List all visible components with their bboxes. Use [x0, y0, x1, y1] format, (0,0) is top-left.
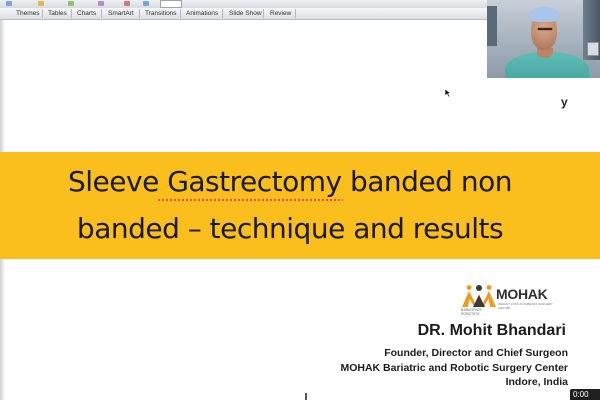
menu-separator	[295, 9, 296, 18]
logo-wordmark: MOHAK	[496, 286, 548, 302]
menu-separator	[101, 9, 102, 18]
menu-review[interactable]: Review	[270, 10, 292, 17]
menu-themes[interactable]: Themes	[16, 10, 40, 17]
spellcheck-underline	[157, 199, 343, 202]
webcam-background	[487, 6, 497, 46]
ribbon-search-box[interactable]	[160, 0, 182, 8]
logo-subtext-right: WEIGHT LOSS & DIABETES SURGERY CENTER	[498, 302, 553, 310]
ribbon-icon-6[interactable]	[143, 1, 149, 6]
menu-separator	[71, 9, 72, 18]
webcam-video[interactable]	[487, 0, 600, 78]
menu-separator	[180, 9, 181, 18]
mohak-logo	[458, 279, 578, 321]
mouse-cursor-icon	[444, 88, 454, 98]
ribbon-icon-3[interactable]	[68, 1, 74, 6]
menu-tables[interactable]: Tables	[48, 10, 67, 17]
author-role: Founder, Director and Chief Surgeon	[384, 347, 568, 359]
author-location: Indore, India	[505, 376, 568, 388]
player-progress-tick[interactable]	[305, 393, 307, 400]
ribbon-icon-1[interactable]	[6, 1, 12, 6]
author-name: DR. Mohit Bhandari	[417, 322, 566, 339]
slide-title-line-2: banded – technique and results	[76, 212, 504, 245]
slide-stray-text: y	[561, 95, 568, 109]
author-center: MOHAK Bariatric and Robotic Surgery Center	[340, 362, 568, 374]
menu-separator	[263, 9, 264, 18]
webcam-background	[587, 42, 599, 56]
menu-separator	[42, 9, 43, 18]
menu-separator	[139, 9, 140, 18]
menu-charts[interactable]: Charts	[77, 10, 97, 17]
presenter-cap	[529, 7, 559, 22]
menu-smartart[interactable]: SmartArt	[108, 10, 134, 17]
ribbon-icon-5[interactable]	[124, 1, 130, 6]
menu-separator	[222, 9, 223, 18]
logo-subtext-left: BARIATRICS ROBOTICS	[461, 308, 482, 316]
presenter-eyes	[538, 28, 552, 30]
menu-animations[interactable]: Animations	[186, 10, 219, 17]
video-time-overlay[interactable]: 0:00	[570, 389, 600, 400]
ribbon-icon-4[interactable]	[98, 1, 104, 6]
menu-transitions[interactable]: Transitions	[145, 10, 177, 17]
menu-slide-show[interactable]: Slide Show	[229, 10, 262, 17]
ribbon-icon-2[interactable]	[38, 1, 44, 6]
slide-title-line-1: Sleeve Gastrectomy banded non	[68, 165, 512, 198]
